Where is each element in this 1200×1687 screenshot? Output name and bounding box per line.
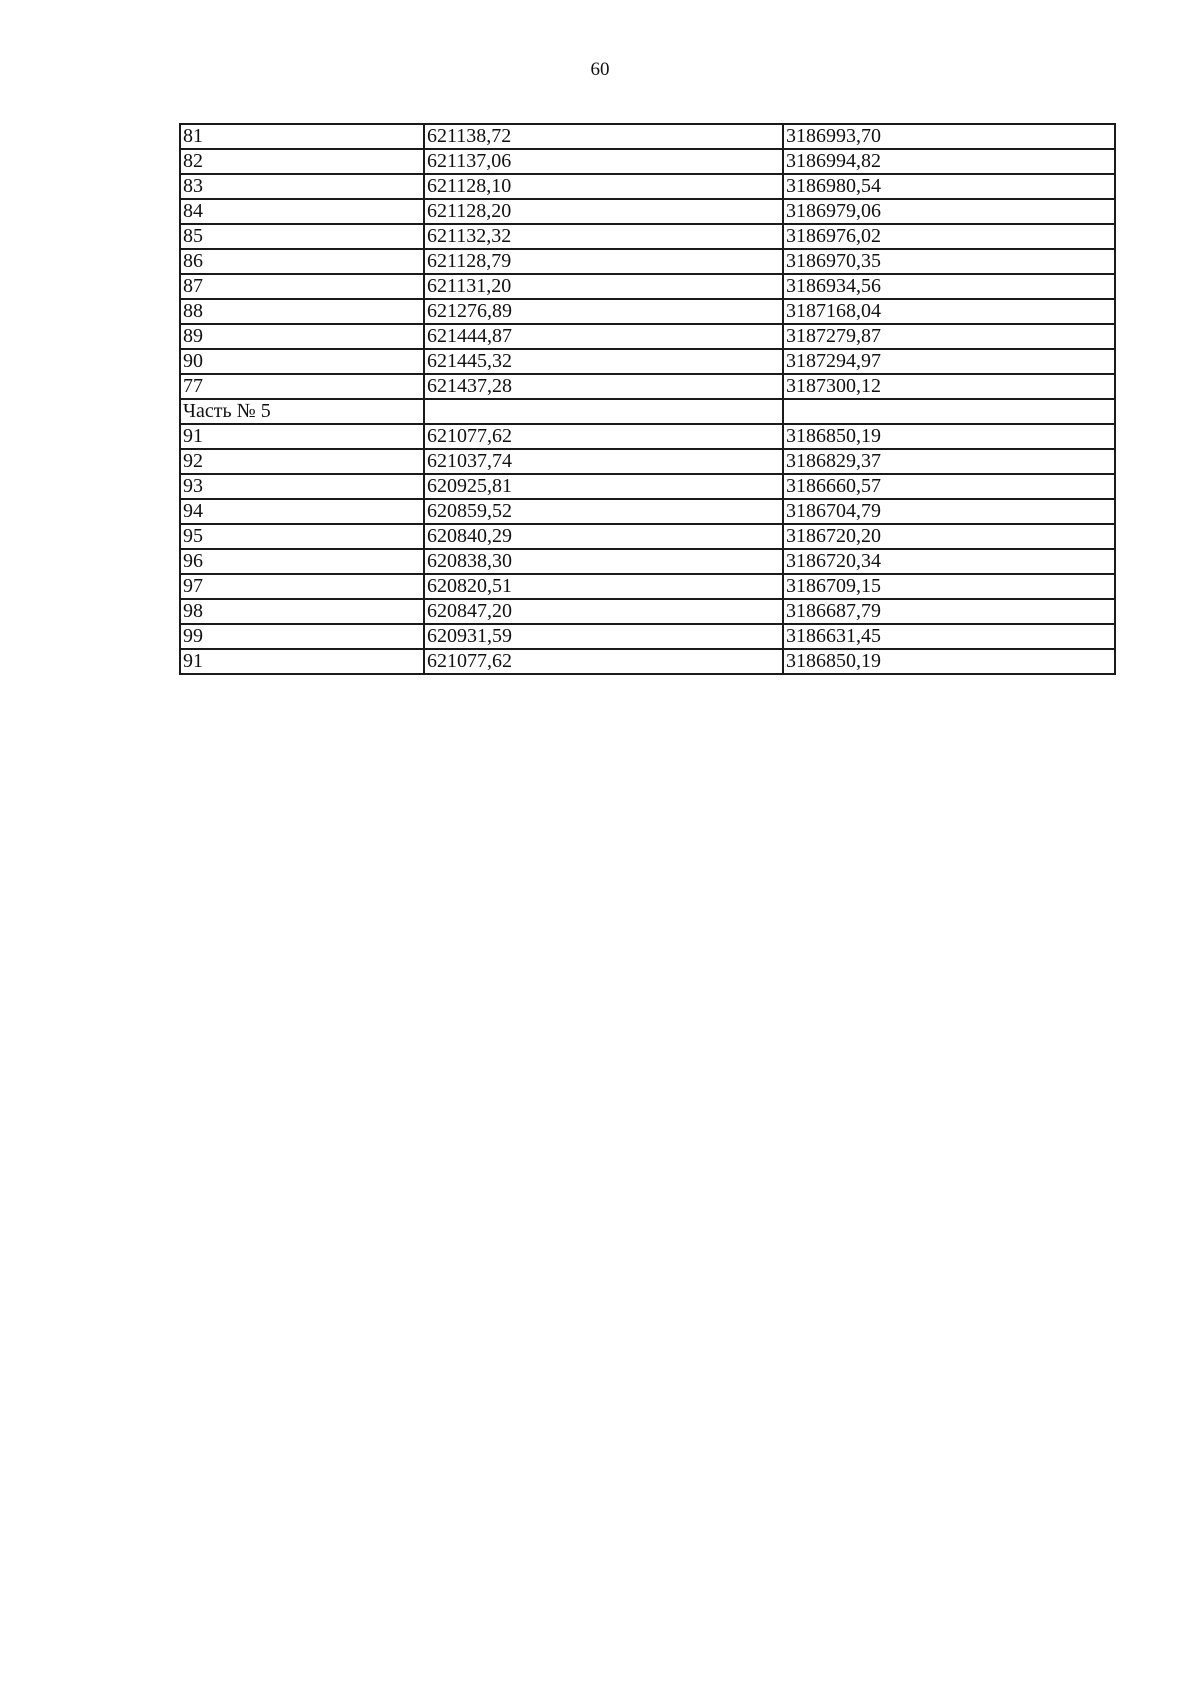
y-coordinate-cell: 3186709,15 — [783, 574, 1115, 599]
table-row — [180, 299, 1115, 324]
x-coordinate-cell: 620840,29 — [424, 524, 783, 549]
point-cell: 84 — [180, 199, 424, 224]
coordinates-table — [179, 123, 1116, 675]
table-row — [180, 224, 1115, 249]
x-coordinate-cell: 620838,30 — [424, 549, 783, 574]
table-row — [180, 274, 1115, 299]
table-row — [180, 549, 1115, 574]
table-row — [180, 149, 1115, 174]
y-coordinate-cell: 3186850,19 — [783, 424, 1115, 449]
x-coordinate-cell: 621131,20 — [424, 274, 783, 299]
point-cell: 89 — [180, 324, 424, 349]
table-row — [180, 249, 1115, 274]
table-row — [180, 599, 1115, 624]
y-coordinate-cell: 3186934,56 — [783, 274, 1115, 299]
table-row — [180, 424, 1115, 449]
x-coordinate-cell: 621037,74 — [424, 449, 783, 474]
x-coordinate-cell: 621128,10 — [424, 174, 783, 199]
point-cell: 85 — [180, 224, 424, 249]
table-row — [180, 324, 1115, 349]
x-coordinate-cell: 620847,20 — [424, 599, 783, 624]
y-coordinate-cell: 3186976,02 — [783, 224, 1115, 249]
y-coordinate-cell: 3187279,87 — [783, 324, 1115, 349]
x-coordinate-cell — [424, 399, 783, 424]
point-cell: 77 — [180, 374, 424, 399]
table-row — [180, 349, 1115, 374]
table-row — [180, 499, 1115, 524]
y-coordinate-cell: 3186993,70 — [783, 124, 1115, 149]
point-cell: 81 — [180, 124, 424, 149]
point-cell: 91 — [180, 424, 424, 449]
x-coordinate-cell: 621128,20 — [424, 199, 783, 224]
table-row — [180, 624, 1115, 649]
table-row — [180, 399, 1115, 424]
x-coordinate-cell: 621444,87 — [424, 324, 783, 349]
point-cell: 82 — [180, 149, 424, 174]
point-cell: 90 — [180, 349, 424, 374]
y-coordinate-cell: 3187168,04 — [783, 299, 1115, 324]
y-coordinate-cell: 3186980,54 — [783, 174, 1115, 199]
x-coordinate-cell: 621128,79 — [424, 249, 783, 274]
y-coordinate-cell: 3186631,45 — [783, 624, 1115, 649]
y-coordinate-cell: 3187294,97 — [783, 349, 1115, 374]
x-coordinate-cell: 620820,51 — [424, 574, 783, 599]
x-coordinate-cell: 620925,81 — [424, 474, 783, 499]
table-row — [180, 649, 1115, 674]
table-row — [180, 374, 1115, 399]
coordinates-table-body — [180, 124, 1115, 674]
point-cell: Часть № 5 — [180, 399, 424, 424]
table-row — [180, 449, 1115, 474]
x-coordinate-cell: 621077,62 — [424, 424, 783, 449]
point-cell: 88 — [180, 299, 424, 324]
point-cell: 97 — [180, 574, 424, 599]
point-cell: 83 — [180, 174, 424, 199]
y-coordinate-cell: 3186687,79 — [783, 599, 1115, 624]
x-coordinate-cell: 621437,28 — [424, 374, 783, 399]
y-coordinate-cell: 3186720,34 — [783, 549, 1115, 574]
x-coordinate-cell: 621138,72 — [424, 124, 783, 149]
point-cell: 99 — [180, 624, 424, 649]
x-coordinate-cell: 620859,52 — [424, 499, 783, 524]
table-row — [180, 524, 1115, 549]
point-cell: 86 — [180, 249, 424, 274]
point-cell: 96 — [180, 549, 424, 574]
x-coordinate-cell: 621137,06 — [424, 149, 783, 174]
y-coordinate-cell: 3186720,20 — [783, 524, 1115, 549]
table-row — [180, 474, 1115, 499]
x-coordinate-cell: 621132,32 — [424, 224, 783, 249]
x-coordinate-cell: 620931,59 — [424, 624, 783, 649]
x-coordinate-cell: 621445,32 — [424, 349, 783, 374]
table-row — [180, 124, 1115, 149]
table-row — [180, 174, 1115, 199]
y-coordinate-cell: 3187300,12 — [783, 374, 1115, 399]
y-coordinate-cell: 3186704,79 — [783, 499, 1115, 524]
point-cell: 98 — [180, 599, 424, 624]
point-cell: 92 — [180, 449, 424, 474]
point-cell: 93 — [180, 474, 424, 499]
point-cell: 87 — [180, 274, 424, 299]
page-number: 60 — [590, 59, 610, 80]
table-row — [180, 574, 1115, 599]
y-coordinate-cell: 3186994,82 — [783, 149, 1115, 174]
table-row — [180, 199, 1115, 224]
point-cell: 95 — [180, 524, 424, 549]
point-cell: 94 — [180, 499, 424, 524]
y-coordinate-cell: 3186970,35 — [783, 249, 1115, 274]
y-coordinate-cell: 3186829,37 — [783, 449, 1115, 474]
y-coordinate-cell: 3186850,19 — [783, 649, 1115, 674]
y-coordinate-cell: 3186979,06 — [783, 199, 1115, 224]
y-coordinate-cell: 3186660,57 — [783, 474, 1115, 499]
point-cell: 91 — [180, 649, 424, 674]
y-coordinate-cell — [783, 399, 1115, 424]
x-coordinate-cell: 621077,62 — [424, 649, 783, 674]
x-coordinate-cell: 621276,89 — [424, 299, 783, 324]
